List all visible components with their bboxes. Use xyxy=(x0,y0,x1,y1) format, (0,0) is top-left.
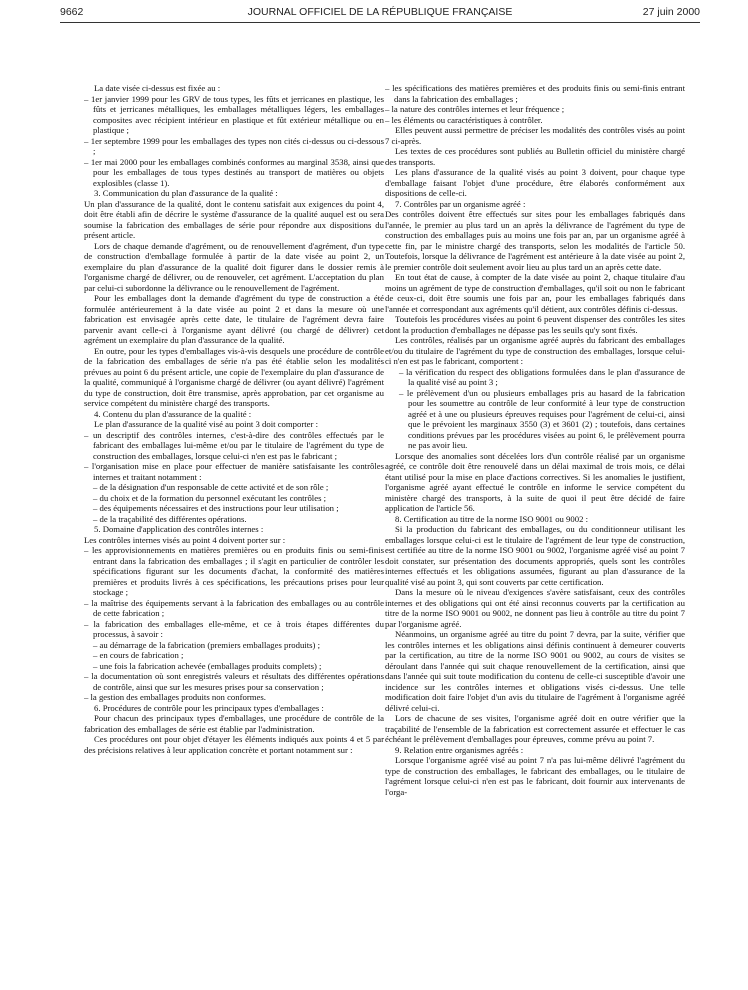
paragraph: Toutefois les procédures visées au point 6 peuvent dispenser des contrôles les sites dont la production d'emballages ne dépasse pas les seuils qu'y sont fixés. xyxy=(385,314,685,335)
paragraph: – la gestion des emballages produits non conformes. xyxy=(84,692,266,702)
paragraph: Des contrôles doivent être effectués sur sites pour les emballages fabriqués dans l'année, le premier au plus tard un an après la délivrance de l'agrément du type de construction des emballages puis au moins une fois par an, par un organisme agréé à cette fin, par le ministre chargé des transports, selon les modalités de l'article 50. Toutefois, lorsque la délivrance de l'agrément est antérieure à la date visée au point 2, le premier contrôle doit seulement avoir lieu au plus tard un an après cette date. xyxy=(385,209,685,272)
paragraph: – les éléments ou caractéristiques à contrôler. xyxy=(385,114,543,125)
paragraph: – de la désignation d'un responsable de cette activité et de son rôle ; xyxy=(93,482,329,492)
paragraph: En outre, pour les types d'emballages vis-à-vis desquels une procédure de contrôle de la fabrication des emballages de série n'a pas été établie selon les modalités prévues au point 6 du présent article, une copie de l'exemplaire du plan d'assurance de la qualité, communiqué à l'organisme chargé de délivrer (ou ayant délivré) l'agrément du type de construction, doit être transmise, après approbation, par cet organisme au service compétent du ministère chargé des transports. xyxy=(84,345,384,408)
paragraph: Pour les emballages dont la demande d'agrément du type de construction a été formulée antérieurement à la date visée au point 2 et dans la mesure où une fabrication est envisagée après cette date, le titulaire de l'agrément devra faire parvenir avant celle-ci à l'organisme ayant délivré (ou chargé de délivrer) cet agrément un exemplaire du plan d'assurance de la qualité. xyxy=(84,293,384,345)
paragraph: – la nature des contrôles internes et leur fréquence ; xyxy=(385,104,565,114)
paragraph: – 1er janvier 1999 pour les GRV de tous types, les fûts et jerricanes en plastique, les fûts et jerricanes métalliques, les emballages métalliques légers, les emballages composites avec récipient intérieur en plastique et fût extérieur métallique ou en plastique ; xyxy=(84,93,384,135)
paragraph: Si la production du fabricant des emballages, ou du conditionneur utilisant les emballages lorsque celui-ci est le titulaire de l'agrément de leur type de construction, est certifiée au titre de la norme ISO 9001 ou 9002, l'organisme agréé visé au point 7 doit constater, sur présentation des documents appropriés, quels sont les contrôles internes effectués et les obligations assumées, figurant au plan d'assurance de la qualité visé au point 3, qui sont couverts par cette certification. xyxy=(385,524,685,587)
header-rule xyxy=(60,22,700,23)
right-column xyxy=(385,83,685,983)
paragraph: Ces procédures ont pour objet d'étayer les éléments indiqués aux points 4 et 5 par des précisions relatives à leur application concrète et portant notamment sur : xyxy=(84,734,384,755)
paragraph: 6. Procédures de contrôle pour les principaux types d'emballages : xyxy=(94,702,324,713)
paragraph: – 1er septembre 1999 pour les emballages des types non cités ci-dessus ou ci-dessous ; xyxy=(84,135,384,156)
paragraph: – un descriptif des contrôles internes, c'est-à-dire des contrôles effectués par le fabricant des emballages lui-même et/ou par le titulaire de l'agrément du type de construction des emballages, lorsque celui-ci n'en est pas le fabricant ; xyxy=(84,429,384,461)
paragraph: Lorsque l'organisme agréé visé au point 7 n'a pas lui-même délivré l'agrément du type de construction des emballages, le fabricant des emballages, ou le titulaire de l'agrément lorsque celui-ci n'en est pas le fabricant, doit fournir aux intervenants de l'orga- xyxy=(385,755,685,797)
paragraph: Le plan d'assurance de la qualité visé au point 3 doit comporter : xyxy=(94,419,318,429)
paragraph: La date visée ci-dessus est fixée au : xyxy=(94,83,221,93)
paragraph: – en cours de fabrication ; xyxy=(93,650,184,660)
paragraph: Les contrôles internes visés au point 4 doivent porter sur : xyxy=(84,534,286,545)
paragraph: – la documentation où sont enregistrés valeurs et résultats des différentes opérations de contrôle, ainsi que sur les mesures prises pour sa conservation ; xyxy=(84,671,384,692)
paragraph: – une fois la fabrication achevée (emballages produits complets) ; xyxy=(93,660,322,671)
page-number: 9662 xyxy=(60,6,84,18)
paragraph: – de la traçabilité des différentes opérations. xyxy=(93,513,247,524)
paragraph: – les approvisionnements en matières premières ou en produits finis ou semi-finis entrant dans la fabrication des emballages ; il s'agit en particulier de contrôler les spécifications figurant sur les documents d'achat, la conformité des matières premières et produits livrés à ces spécifications, les précautions prises pour leur stockage ; xyxy=(84,545,384,597)
paragraph: Elles peuvent aussi permettre de préciser les modalités des contrôles visés au point 7 ci-après. xyxy=(385,125,685,146)
paragraph: Lorsque des anomalies sont décelées lors d'un contrôle réalisé par un organisme agréé, ce contrôle doit être renouvelé dans un délai maximal de trois mois, ce délai étant utilisé pour la mise en place d'actions correctives. Si les anomalies le justifient, l'organisme agréé ayant effectué le contrôle en informe le service compétent du ministère chargé des transports, à la suite de quoi il peut être décidé de faire application de l'article 56. xyxy=(385,450,685,513)
paragraph: – la fabrication des emballages elle-même, et ce à trois étapes différentes du processus, à savoir : xyxy=(84,618,384,639)
paragraph: Les contrôles, réalisés par un organisme agréé auprès du fabricant des emballages et/ou du titulaire de l'agrément du type de construction des emballages, lorsque celui-ci n'en est pas le fabricant, comportent : xyxy=(385,335,685,366)
paragraph: – les spécifications des matières premières et des produits finis ou semi-finis entrant dans la fabrication des emballages ; xyxy=(385,83,685,104)
paragraph: Lors de chacune de ses visites, l'organisme agréé doit en outre vérifier que la traçabilité de l'ensemble de la fabrication est correctement assurée et effectuer le cas échéant le prélèvement d'emballages pour épreuves, comme prévu au point 7. xyxy=(385,713,685,744)
paragraph: – l'organisation mise en place pour effectuer de manière satisfaisante les contrôles internes et traitant notamment : xyxy=(84,461,384,482)
paragraph: – la vérification du respect des obligations formulées dans le plan d'assurance de la qualité visé au point 3 ; xyxy=(399,366,685,387)
paragraph: 7. Contrôles par un organisme agréé : xyxy=(395,198,526,209)
paragraph: – du choix et de la formation du personnel exécutant les contrôles ; xyxy=(93,492,327,503)
paragraph: – 1er mai 2000 pour les emballages combinés conformes au marginal 3538, ainsi que pour les emballages de tous types destinés au transport de matières ou objets explosibles (classe 1). xyxy=(84,156,384,188)
journal-title: JOURNAL OFFICIEL DE LA RÉPUBLIQUE FRANÇAISE xyxy=(247,6,513,18)
paragraph: Lors de chaque demande d'agrément, ou de renouvellement d'agrément, d'un type de construction d'emballage formulée à partir de la date visée au point 2, un exemplaire du plan d'assurance de la qualité doit figurer dans le dossier remis à l'organisme chargé de délivrer, ou de renouveler, cet agrément. L'acceptation du plan par celui-ci subordonne la délivrance ou le renouvellement de l'agrément. xyxy=(84,240,384,293)
paragraph: 4. Contenu du plan d'assurance de la qualité : xyxy=(94,408,252,419)
paragraph: – au démarrage de la fabrication (premiers emballages produits) ; xyxy=(93,639,320,650)
paragraph: – le prélèvement d'un ou plusieurs emballages pris au hasard de la fabrication pour les soumettre au contrôle de leur conformité à leur type de construction agréé et à une ou plusieurs épreuves requises pour l'agrément de celui-ci, ainsi que le prévoient les marginaux 3550 (3) et 3601 (2) ; toutefois, dans certaines conditions prévues par les procédures visées au point 6, le prélèvement pourra ne pas avoir lieu. xyxy=(399,387,685,450)
paragraph: Un plan d'assurance de la qualité, dont le contenu satisfait aux exigences du point 4, doit être établi afin de décrire le système d'assurance de la qualité auquel est ou sera soumise la fabrication des emballages de série pour répondre aux dispositions du présent article. xyxy=(84,198,384,240)
left-column xyxy=(84,83,384,983)
paragraph: 5. Domaine d'application des contrôles internes : xyxy=(94,524,264,534)
paragraph: 9. Relation entre organismes agréés : xyxy=(395,744,524,755)
paragraph: 3. Communication du plan d'assurance de la qualité : xyxy=(94,188,278,198)
paragraph: – des équipements nécessaires et des instructions pour leur utilisation ; xyxy=(93,503,339,513)
paragraph: Néanmoins, un organisme agréé au titre du point 7 devra, par la suite, vérifier que les contrôles internes et les obligations ainsi définis continuent à demeurer couverts par la certification, au titre de la norme ISO 9001 ou 9002, au cours de visites se déroulant dans l'année qui suit chaque renouvellement de la certification, ainsi que dans l'année qui suit toute modification du contenu de celle-ci susceptible d'avoir une incidence sur les contrôles internes et obligations visés ci-dessus. Une telle modification doit faire l'objet d'un avis du titulaire de l'agrément à l'organisme agréé délivré celui-ci. xyxy=(385,629,685,713)
paragraph: Les plans d'assurance de la qualité visés au point 3 doivent, pour chaque type d'emballage faisant l'objet d'une procédure, être élaborés conformément aux dispositions de celle-ci. xyxy=(385,167,685,198)
paragraph: En tout état de cause, à compter de la date visée au point 2, chaque titulaire d'au moins un agrément de type de construction d'emballages, qu'il soit ou non le fabricant de ceux-ci, doit être soumis une fois par an, pour les emballages fabriqués dans l'année et correspondant aux agréments qu'il détient, aux contrôles définis ci-dessus. xyxy=(385,272,685,314)
paragraph: Pour chacun des principaux types d'emballages, une procédure de contrôle de la fabrication des emballages de série est établie par l'administration. xyxy=(84,713,384,734)
issue-date: 27 juin 2000 xyxy=(642,6,700,18)
paragraph: Dans la mesure où le niveau d'exigences s'avère satisfaisant, ceux des contrôles internes et des obligations qui ont été ainsi reconnus couverts par la certification au titre de la norme ISO 9001 ou 9002, ne donnent pas lieu à contrôle au titre du point 7 par l'organisme agréé. xyxy=(385,587,685,629)
paragraph: Les textes de ces procédures sont publiés au Bulletin officiel du ministère chargé des transports. xyxy=(385,146,685,167)
paragraph: – la maîtrise des équipements servant à la fabrication des emballages ou au contrôle de cette fabrication ; xyxy=(84,597,384,618)
paragraph: 8. Certification au titre de la norme ISO 9001 ou 9002 : xyxy=(395,513,589,524)
